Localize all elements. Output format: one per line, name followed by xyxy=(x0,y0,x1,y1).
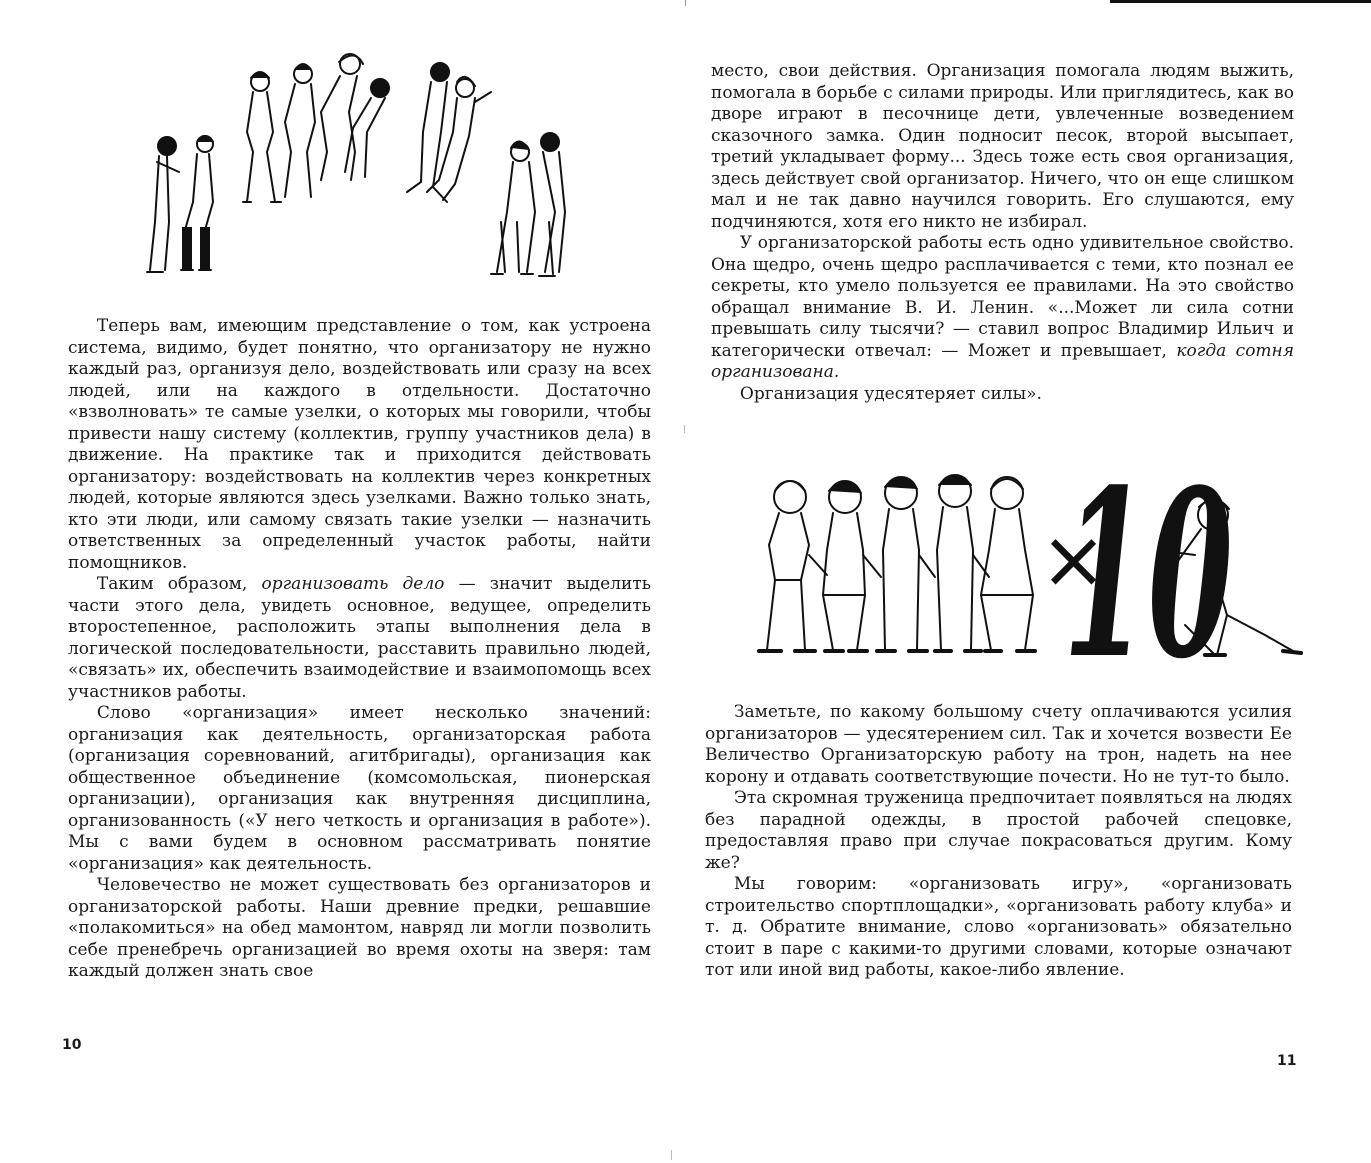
illustration-five-times-ten xyxy=(745,455,1305,665)
top-edge-rule xyxy=(1110,0,1371,3)
figure-group-2 xyxy=(243,54,389,202)
gutter-tick-bottom xyxy=(671,1150,672,1160)
figure-pair-1 xyxy=(147,136,213,272)
left-page-text xyxy=(68,316,651,983)
left-paragraph-1: Теперь вам, имеющим представление о том, как устроена система, видимо, будет понятно, что организатору не нужно каждый раз, организуя дело, воздействовать или сразу на всех людей, или на каждого в отдельности. Достаточно «взволновать» те самые узелки, о которых мы говорили, чтобы привести нашу систему (коллектив, группу участников дела) в движение. На практике так и приходится действовать организатору: воздействовать на коллектив через конкретных людей, которые являются здесь узелками. Важно только знать, кто эти люди, или самому связать такие узелки — назначить ответственных за определенный участок работы, найти помощников. xyxy=(68,316,651,573)
right-page-text-top xyxy=(711,61,1294,405)
figure-group-3 xyxy=(407,63,491,202)
right-paragraph-3: Заметьте, по какому большому счету оплачиваются усилия организаторов — удесятерением сил. Так и хочется возвести Ее Величество Организаторскую работу на трон, надеть на нее корону и отдавать соответствующие почести. Но не тут-то было. xyxy=(705,702,1292,787)
page-number-right: 11 xyxy=(1277,1053,1297,1069)
left-paragraph-4: Человечество не может существовать без организаторов и организаторской работы. Наши древние предки, решавшие «полакомиться» на обед мамонтом, навряд ли могли позволить себе пренебречь организацией во время охоты на зверя: там каждый должен знать свое xyxy=(68,875,651,981)
kids-holding-hands xyxy=(759,475,1035,651)
right-p2-before: У организаторской работы есть одно удивительное свойство. Она щедро, очень щедро расплачивается с теми, кто познал ее секреты, кто умело пользуется ее правилами. На это свойство обращал внимание В. И. Ленин. «...Может ли сила сотни превышать силу тысячи? — ставил вопрос Владимир Ильич и категорически отвечал: — Может и превышает, xyxy=(711,233,1294,361)
right-paragraph-1: место, свои действия. Организация помогала людям выжить, помогала в борьбе с силами природы. Или приглядитесь, как во дворе играют в песочнице дети, увлеченные возведением сказочного замка. Один подносит песок, второй высыпает, третий укладывает форму... Здесь тоже есть своя организация, здесь действует свой организатор. Ничего, что он еще слишком мал и не так давно научился говорить. Его слушаются, ему подчиняются, хотя его никто не избирал. xyxy=(711,61,1294,232)
right-p2-italic: когда сотня организована. xyxy=(711,340,1295,382)
left-p2-italic: организовать дело xyxy=(261,574,445,594)
gutter-tick-middle xyxy=(684,425,685,433)
left-paragraph-2 xyxy=(68,574,651,703)
number-ten: 10 xyxy=(1063,455,1233,665)
illustration-groups-of-youths xyxy=(135,52,610,288)
right-paragraph-2 xyxy=(711,233,1294,384)
left-p2-before: Таким образом, xyxy=(96,574,262,594)
right-paragraph-5: Мы говорим: «организовать игру», «организовать строительство спортплощадки», «организовать работу клуба» и т. д. Обратите внимание, слово «организовать» обязательно стоит в паре с какими-то другими словами, которые означают тот или иной вид работы, какое-либо явление. xyxy=(705,874,1292,980)
right-paragraph-4: Эта скромная труженица предпочитает появляться на людях без парадной одежды, в простой рабочей спецовке, предоставляя право при случае покрасоваться другим. Кому же? xyxy=(705,788,1292,873)
right-page-text-bottom xyxy=(705,702,1292,982)
figure-pair-dancing xyxy=(491,133,565,276)
times-sign: × xyxy=(1040,513,1108,606)
right-paragraph-2-end: Организация удесятеряет силы». xyxy=(739,383,1042,404)
left-p2-after: — значит выделить части этого дела, увидеть основное, ведущее, определить второстепенное, расположить этапы выполнения дела в логической последовательности, расставить правильно людей, «связать» их, обеспечить взаимодействие и взаимопомощь всех участников работы. xyxy=(68,574,651,702)
gutter-tick-top xyxy=(685,0,686,6)
page-number-left: 10 xyxy=(62,1037,82,1053)
left-paragraph-3: Слово «организация» имеет несколько значений: организация как деятельность, организаторская работа (организация соревнований, агитбригады), организация как общественное объединение (комсомольская, пионерская организации), организация как внутренняя дисциплина, организованность («У него четкость и организация в работе»). Мы с вами будем в основном рассматривать понятие «организация» как деятельность. xyxy=(68,703,651,874)
